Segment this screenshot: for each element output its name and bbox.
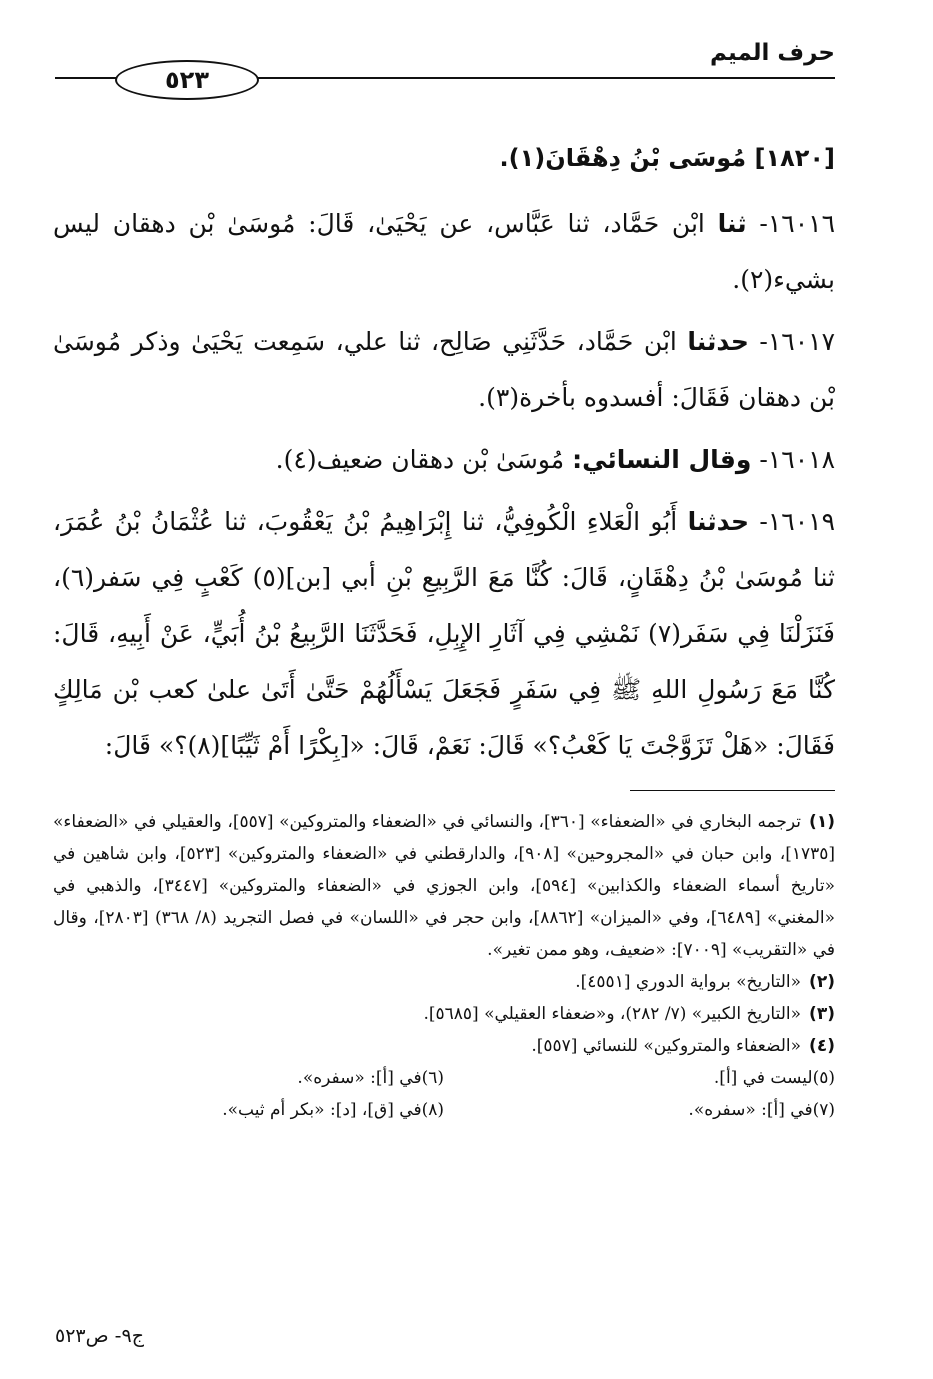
main-text <box>53 130 835 780</box>
narration-16019 <box>53 494 835 774</box>
footnote-number: (٣) <box>809 1004 835 1024</box>
footnote-text: في [أ]: «سفره». <box>688 1100 813 1120</box>
narration-16016 <box>53 196 835 308</box>
footnote-3 <box>53 998 835 1030</box>
narration-text: أَبُو الْعَلاءِ الْكُوفِيُّ، ثنا إِبْرَاهِيمُ بْنُ يَعْقُوبَ، ثنا عُثْمَانُ بْنُ عُمَرَ، ثنا مُوسَىٰ بْنُ دِهْقَانٍ، قَالَ: كُنَّا مَعَ الرَّبِيعِ بْنِ أبي [بن](٥) كَعْبٍ فِي سَفر(٦)، فَنَزَلْنَا فِي سَفَر(٧) نَمْشِي فِي آثَارِ الإِبِلِ، فَحَدَّثَنَا الرَّبِيعُ بْنُ أُبَيٍّ، عَنْ أَبِيهِ، قَالَ: كُنَّا مَعَ رَسُولِ اللهِ ﷺ فِي سَفَرٍ فَجَعَلَ يَسْأَلُهُمْ حَتَّىٰ أَتَىٰ علىٰ كعب بْن مَالِكٍ فَقَالَ: «هَلْ تَزَوَّجْتَ يَا كَعْبُ؟» قَالَ: نَعَمْ، قَالَ: «[بِكْرًا أَمْ ثَيِّبًا](٨)؟» قَالَ: <box>53 507 835 760</box>
footnote-separator <box>630 790 835 791</box>
narration-keyword: حدثنا <box>687 507 750 536</box>
footnote-text: «التاريخ الكبير» (٧/ ٢٨٢)، و«ضعفاء العقيلي» [٥٦٨٥]. <box>423 1004 802 1024</box>
footnotes <box>53 806 835 1126</box>
footnote-number: (٧) <box>812 1100 835 1120</box>
footnote-1 <box>53 806 835 966</box>
narration-16018 <box>53 432 835 488</box>
footnote-text: «التاريخ» برواية الدوري [٤٥٥١]. <box>575 972 802 992</box>
footnote-number: (١) <box>809 812 835 832</box>
footnote-text: في [ق]، [د]: «بكر أم ثيب». <box>222 1100 422 1120</box>
footnote-5 <box>444 1062 835 1094</box>
narration-text: مُوسَىٰ بْن دهقان ضعيف(٤). <box>275 445 573 474</box>
chapter-title: حرف الميم <box>710 40 835 66</box>
narration-text: ابْن حَمَّاد، حَدَّثَنِي صَالِح، ثنا علي، سَمِعت يَحْيَىٰ وذكر مُوسَىٰ بْن دهقان فَقَالَ: أفسدوه بأخرة(٣). <box>53 327 835 412</box>
narration-keyword: حدثنا <box>687 327 749 356</box>
footnote-text: في [أ]: «سفره». <box>297 1068 422 1088</box>
footnote-number: (٤) <box>809 1036 835 1056</box>
footnote-number: (٨) <box>421 1100 444 1120</box>
footnote-4 <box>53 1030 835 1062</box>
footnote-text: ليست في [أ]. <box>713 1068 813 1088</box>
narration-number: ١٦٠١٨- <box>751 445 835 474</box>
footnote-2 <box>53 966 835 998</box>
running-header <box>55 40 835 104</box>
entry-heading: [١٨٢٠] مُوسَى بْنُ دِهْقَانَ(١). <box>499 144 835 172</box>
footnote-number: (٦) <box>421 1068 444 1088</box>
footnote-text: «الضعفاء والمتروكين» للنسائي [٥٥٧]. <box>531 1036 802 1056</box>
narration-text: ابْن حَمَّاد، ثنا عَبَّاس، عن يَحْيَىٰ، قَالَ: مُوسَىٰ بْن دهقان ليس بشيء(٢). <box>53 209 835 294</box>
footnote-8 <box>53 1094 444 1126</box>
narration-number: ١٦٠١٧- <box>748 327 835 356</box>
narration-number: ١٦٠١٦- <box>746 209 836 238</box>
footnote-number: (٥) <box>812 1068 835 1088</box>
footnote-row <box>53 1062 835 1094</box>
footnote-6 <box>53 1062 444 1094</box>
narration-keyword: وقال النسائي: <box>572 445 752 474</box>
footnote-text: ترجمه البخاري في «الضعفاء» [٣٦٠]، والنسائي في «الضعفاء والمتروكين» [٥٥٧]، والعقيلي في «الضعفاء» [١٧٣٥]، وابن حبان في «المجروحين» [٩٠٨]، والدارقطني في «الضعفاء والمتروكين» [٥٢٣]، وابن شاهين في «تاريخ أسماء الضعفاء والكذابين» [٥٩٤]، وابن الجوزي في «الضعفاء والمتروكين» [٣٤٤٧]، والذهبي في «المغني» [٦٤٨٩]، وفي «الميزان» [٨٨٦٢]، وابن حجر في «اللسان» في فصل التجريد (٨/ ٣٦٨) [٢٨٠٣]، وقال في «التقريب» [٧٠٠٩]: «ضعيف، وهو ممن تغير». <box>53 812 836 960</box>
volume-page-footer: ج٩- ص٥٢٣ <box>55 1325 144 1347</box>
footnote-row <box>53 1094 835 1126</box>
footnote-7 <box>444 1094 835 1126</box>
page-number-badge: ٥٢٣ <box>115 60 259 100</box>
narration-16017 <box>53 314 835 426</box>
footnote-number: (٢) <box>809 972 835 992</box>
narration-number: ١٦٠١٩- <box>749 507 835 536</box>
narration-keyword: ثنا <box>717 209 747 238</box>
